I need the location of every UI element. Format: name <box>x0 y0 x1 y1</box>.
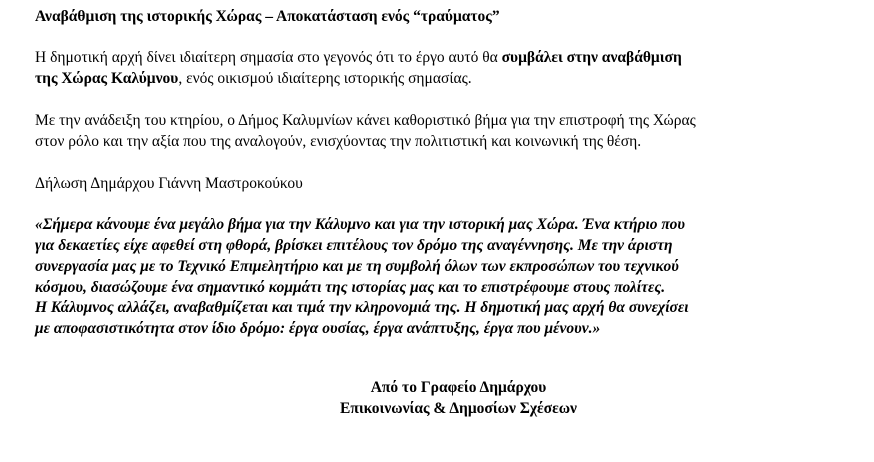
quote-line: κόσμου, διασώζουμε ένα σημαντικό κομμάτι της ιστορίας μας και το επιστρέφουμε στους πολίτες. <box>35 279 666 296</box>
quote-line: με αποφασιστικότητα στον ίδιο δρόμο: έργα ουσίας, έργα ανάπτυξης, έργα που μένουν.» <box>35 320 601 337</box>
quote-line: «Σήμερα κάνουμε ένα μεγάλο βήμα για την Κάλυμνο και για την ιστορική μας Χώρα. Ένα κτήριο που <box>35 216 685 233</box>
paragraph-2-line-1: Με την ανάδειξη του κτηρίου, ο Δήμος Καλυμνίων κάνει καθοριστικό βήμα για την επιστροφή της Χώρας <box>35 112 696 129</box>
paragraph-1-text: Η δημοτική αρχή δίνει ιδιαίτερη σημασία στο γεγονός ότι το έργο αυτό θα <box>35 49 502 66</box>
paragraph-1-emphasis-2: της Χώρας Καλύμνου <box>35 70 179 87</box>
paragraph-1-text-2: , ενός οικισμού ιδιαίτερης ιστορικής σημασίας. <box>178 70 472 87</box>
paragraph-2-line-2: στον ρόλο και την αξία που της αναλογούν, ενισχύοντας την πολιτιστική και κοινωνική της θέση. <box>35 133 642 150</box>
quote-line: για δεκαετίες είχε αφεθεί στη φθορά, βρίσκει επιτέλους τον δρόμο της αναγέννησης. Με την άριστη <box>35 237 673 254</box>
section-heading: Αναβάθμιση της ιστορικής Χώρας – Αποκατάσταση ενός “τραύματος” <box>35 8 500 25</box>
signature-department: Επικοινωνίας & Δημοσίων Σχέσεων <box>340 400 577 417</box>
paragraph-1-line-1 <box>35 47 682 68</box>
statement-intro: Δήλωση Δημάρχου Γιάννη Μαστροκούκου <box>35 175 303 192</box>
paragraph-1-emphasis: συμβάλει στην αναβάθμιση <box>501 49 682 66</box>
quote-line: Η Κάλυμνος αλλάζει, αναβαθμίζεται και τιμά την κληρονομιά της. Η δημοτική μας αρχή θα συνεχίσει <box>35 299 689 316</box>
paragraph-1-line-2 <box>35 68 472 89</box>
quote-line: συνεργασία μας με το Τεχνικό Επιμελητήριο και με τη συμβολή όλων των εκπροσώπων του τεχνικού <box>35 258 679 275</box>
signature-office: Από το Γραφείο Δημάρχου <box>370 379 547 396</box>
